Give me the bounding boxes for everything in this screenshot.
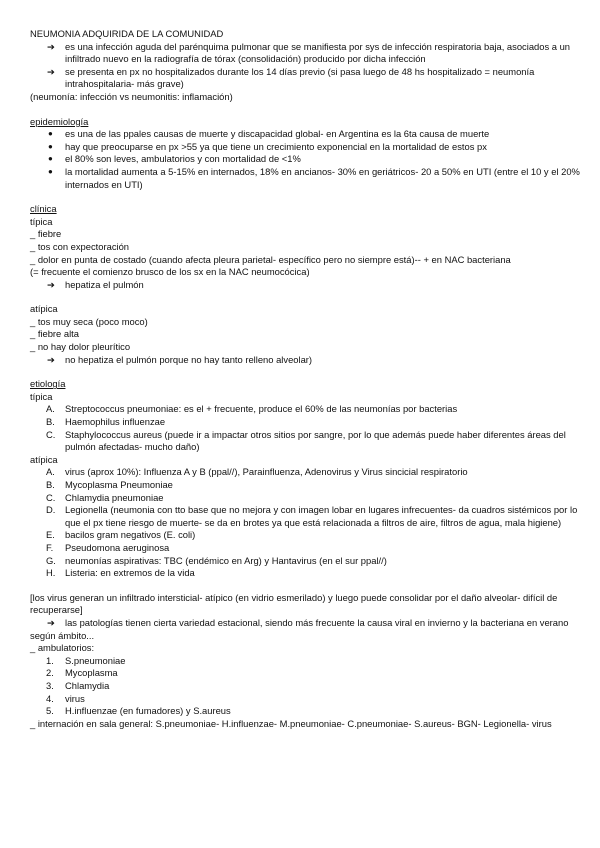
epidemiologia-bullet: ● hay que preocuparse en px >55 ya que tiene un crecimiento exponencial en la mortalidad de estos px	[48, 140, 487, 152]
epidemiologia-bullet: ● es una de las ppales causas de muerte y discapacidad global- en Argentina es la 6ta causa de muerte	[48, 128, 490, 140]
virus-note: [los virus generan un infiltrado intersticial- atípico (en vidrio esmerilado) y luego puede consolidar por el daño alveolar- difícil de recuperarse]	[30, 591, 558, 616]
etiologia-tipica-item: A. Streptococcus pneumoniae: es el + frecuente, produce el 60% de las neumonías por bacterias	[46, 403, 458, 415]
etiologia-atipica-item: F. Pseudomona aeruginosa	[46, 541, 170, 553]
clinica-atipica-line: _ no hay dolor pleurítico	[30, 341, 131, 353]
ambulatorios-item: 3. Chlamydia	[46, 679, 110, 691]
etiologia-tipica-item: B. Haemophilus influenzae	[46, 416, 166, 428]
ambulatorios-label: _ ambulatorios:	[30, 642, 95, 654]
epidemiologia-heading: epidemiología	[30, 115, 89, 127]
ambulatorios-item: 2. Mycoplasma	[46, 667, 118, 679]
bullet-icon: ●	[48, 154, 53, 164]
clinica-tipica-line: _ dolor en punta de costado (cuando afecta pleura parietal- específico pero no siempre está)-- + en NAC bacteriana	[30, 253, 511, 265]
etiologia-atipica-label: atípica	[30, 453, 58, 465]
arrow-icon: ➔	[47, 65, 55, 77]
etiologia-atipica-item: E. bacilos gram negativos (E. coli)	[46, 529, 196, 541]
intro-arrow-item: ➔ es una infección aguda del parénquima pulmonar que se manifiesta por sys de infección respiratoria baja, asociados a un infiltrado nuevo en la radiografía de tórax (consolidación) producido por dicha infección	[47, 40, 570, 65]
clinica-atipica-line: _ tos muy seca (poco moco)	[30, 315, 148, 327]
bullet-icon: ●	[48, 141, 53, 151]
epidemiologia-bullet: ● la mortalidad aumenta a 5-15% en internados, 18% en ancianos- 30% en geriátricos- 20 a 50% en UTI (entre el 10 y el 20% internados en UTI)	[48, 165, 580, 190]
clinica-atipica-label: atípica	[30, 303, 58, 315]
etiologia-heading: etiología	[30, 378, 66, 390]
clinica-tipica-line: _ fiebre	[30, 228, 62, 240]
etiologia-atipica-item: C. Chlamydia pneumoniae	[46, 491, 164, 503]
ambito-label: según ámbito...	[30, 629, 95, 641]
arrow-icon: ➔	[47, 616, 55, 628]
intro-note: (neumonía: infección vs neumonitis: inflamación)	[30, 90, 233, 102]
internacion-line: _ internación en sala general: S.pneumoniae- H.influenzae- M.pneumoniae- C.pneumoniae- S.aureus- BGN- Legionella- virus	[30, 717, 552, 729]
clinica-atipica-line: _ fiebre alta	[30, 328, 79, 340]
ambulatorios-item: 4. virus	[46, 692, 85, 704]
clinica-heading: clínica	[30, 203, 57, 215]
epidemiologia-bullet: ● el 80% son leves, ambulatorios y con mortalidad de <1%	[48, 153, 301, 165]
etiologia-atipica-item: B. Mycoplasma Pneumoniae	[46, 479, 173, 490]
etiologia-tipica-label: típica	[30, 390, 53, 402]
document-title: NEUMONIA ADQUIRIDA DE LA COMUNIDAD	[30, 28, 224, 39]
etiologia-atipica-item: G. neumonías aspirativas: TBC (endémico en Arg) y Hantavirus (en el sur ppal//)	[46, 554, 387, 566]
bullet-icon: ●	[48, 166, 53, 176]
arrow-icon: ➔	[47, 278, 55, 290]
intro-arrow-item: ➔ se presenta en px no hospitalizados durante los 14 días previo (si pasa luego de 48 hs hospitalizado = neumonía intrahospitalaria- más grave)	[47, 65, 535, 90]
bullet-icon: ●	[48, 129, 53, 139]
ambulatorios-item: 5. H.influenzae (en fumadores) y S.aureus	[46, 705, 231, 717]
clinica-tipica-label: típica	[30, 215, 53, 227]
etiologia-atipica-item: D. Legionella (neumonia con tto base que no mejora y con imagen lobar en lugares infrecuentes- da cuadros sistémicos por lo que el px tiene riesgo de muerte- se da en brotes ya que está relacionada a filtros de aire, filtros de agua, mala higiene)	[46, 504, 578, 528]
etiologia-atipica-item: H. Listeria: en extremos de la vida	[46, 567, 195, 579]
arrow-icon: ➔	[47, 40, 55, 52]
clinica-tipica-line: _ tos con expectoración	[30, 240, 130, 252]
virus-arrow-item: ➔ las patologías tienen cierta variedad estacional, siendo más frecuente la causa viral en invierno y la bacteriana en verano	[47, 616, 569, 628]
clinica-tipica-arrow-item: ➔ hepatiza el pulmón	[47, 278, 144, 290]
etiologia-tipica-item: C. Staphylococcus aureus (puede ir a impactar otros sitios por sangre, por lo que además puede haber diferentes áreas del pulmón afectadas- mucho daño)	[46, 428, 566, 453]
ambulatorios-item: 1. S.pneumoniae	[46, 654, 126, 666]
clinica-tipica-line: (= frecuente el comienzo brusco de los sx en la NAC neumocócica)	[30, 266, 310, 278]
etiologia-atipica-item: A. virus (aprox 10%): Influenza A y B (ppal//), Parainfluenza, Adenovirus y Virus sincicial respiratorio	[46, 466, 468, 478]
clinica-atipica-arrow-item: ➔ no hepatiza el pulmón porque no hay tanto relleno alveolar)	[47, 353, 313, 365]
arrow-icon: ➔	[47, 353, 55, 365]
